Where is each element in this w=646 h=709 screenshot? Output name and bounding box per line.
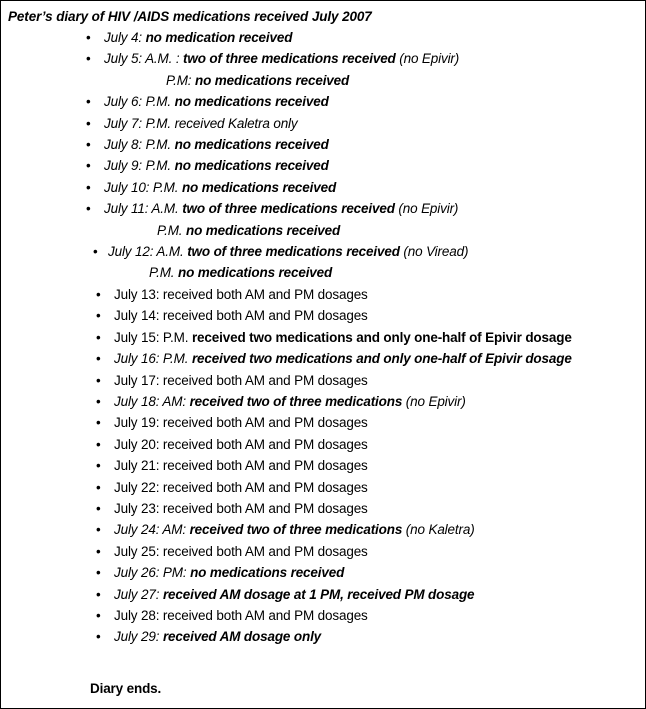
- entry-text-segment: (no Epivir): [394, 201, 459, 217]
- diary-entry: [8, 626, 641, 647]
- bullet-icon: [86, 27, 100, 48]
- entry-text-segment: received two medications and only one-half of Epivir dosage: [191, 351, 572, 367]
- entry-main-line: [114, 394, 466, 409]
- bullet-icon: [96, 284, 110, 305]
- diary-entry: [8, 412, 641, 433]
- diary-entry: [8, 241, 641, 284]
- entry-main-line: [114, 308, 368, 323]
- entry-text-segment: P.M:: [166, 72, 196, 88]
- entry-main-line: [104, 30, 292, 45]
- bullet-icon: [96, 391, 110, 412]
- entry-main-line: [114, 565, 344, 580]
- bullet-icon: [96, 584, 110, 605]
- diary-entry: [8, 198, 641, 241]
- bullet-icon: [96, 562, 110, 583]
- entry-text-segment: July 26: PM:: [114, 565, 191, 581]
- bullet-icon: [86, 198, 100, 219]
- page-title: Peter’s diary of HIV /AIDS medications received July 2007: [8, 9, 372, 24]
- entry-text-segment: July 13: received both AM and PM dosages: [114, 286, 368, 302]
- entry-main-line: [114, 437, 368, 452]
- bullet-icon: [86, 91, 100, 112]
- entry-text-segment: July 22: received both AM and PM dosages: [114, 479, 368, 495]
- entry-text-segment: received AM dosage at 1 PM, received PM dosage: [162, 586, 475, 602]
- bullet-icon: [96, 305, 110, 326]
- entry-text-segment: July 9: P.M.: [104, 158, 175, 174]
- entry-main-line: [104, 116, 298, 131]
- entry-sub-line: [104, 220, 641, 241]
- diary-entry: [8, 584, 641, 605]
- diary-entry: [8, 27, 641, 48]
- entry-sub-line: [104, 70, 641, 91]
- entry-main-line: [114, 330, 572, 345]
- diary-entry: [8, 305, 641, 326]
- entry-main-line: [114, 351, 572, 366]
- entry-main-line: [114, 587, 474, 602]
- entry-text-segment: P.M.: [149, 265, 179, 281]
- entry-text-segment: July 6: P.M.: [104, 94, 175, 110]
- entry-main-line: [114, 544, 368, 559]
- diary-entry: [8, 541, 641, 562]
- entry-main-line: [104, 51, 459, 66]
- bullet-icon: [96, 541, 110, 562]
- entry-text-segment: no medications received: [186, 222, 341, 238]
- entry-text-segment: July 5: A.M. :: [104, 51, 184, 67]
- bullet-icon: [96, 605, 110, 626]
- entry-text-segment: July 29:: [114, 629, 163, 645]
- entry-text-segment: no medications received: [174, 158, 329, 174]
- diary-entry: [8, 605, 641, 626]
- diary-entry: [8, 434, 641, 455]
- entry-text-segment: July 10: P.M.: [104, 179, 182, 195]
- entry-text-segment: (no Viread): [399, 244, 469, 260]
- entry-main-line: [114, 608, 368, 623]
- entry-text-segment: July 23: received both AM and PM dosages: [114, 500, 368, 516]
- diary-entry: [8, 519, 641, 540]
- entry-text-segment: no medications received: [174, 137, 329, 153]
- entry-main-line: [114, 458, 368, 473]
- entry-text-segment: July 25: received both AM and PM dosages: [114, 543, 368, 559]
- entry-text-segment: July 11: A.M.: [104, 201, 183, 217]
- diary-entry: [8, 91, 641, 112]
- entry-text-segment: two of three medications received: [183, 51, 396, 67]
- bullet-icon: [96, 412, 110, 433]
- diary-entry: [8, 177, 641, 198]
- entry-text-segment: (no Epivir): [395, 51, 460, 67]
- bullet-icon: [96, 477, 110, 498]
- entry-main-line: [114, 522, 475, 537]
- diary-entry: [8, 113, 641, 134]
- diary-entry: [8, 327, 641, 348]
- bullet-icon: [96, 498, 110, 519]
- bullet-icon: [86, 134, 100, 155]
- bullet-icon: [96, 370, 110, 391]
- entry-main-line: [104, 137, 329, 152]
- entry-main-line: [108, 244, 468, 259]
- entry-main-line: [114, 480, 368, 495]
- entry-text-segment: P.M.: [157, 222, 187, 238]
- entry-text-segment: received AM dosage only: [162, 629, 322, 645]
- bullet-icon: [96, 626, 110, 647]
- entry-text-segment: July 16: P.M.: [114, 351, 192, 367]
- entry-text-segment: (no Kaletra): [402, 522, 475, 538]
- entry-text-segment: no medications received: [178, 265, 333, 281]
- entry-text-segment: two of three medications received: [182, 201, 395, 217]
- diary-entry: [8, 155, 641, 176]
- entry-main-line: [114, 287, 368, 302]
- entry-main-line: [104, 201, 458, 216]
- bullet-icon: [86, 48, 100, 69]
- entry-text-segment: July 14: received both AM and PM dosages: [114, 308, 368, 324]
- entry-main-line: [114, 629, 321, 644]
- entry-text-segment: July 17: received both AM and PM dosages: [114, 372, 368, 388]
- bullet-icon: [86, 155, 100, 176]
- entry-text-segment: received two of three medications: [189, 393, 403, 409]
- entry-text-segment: July 19: received both AM and PM dosages: [114, 415, 368, 431]
- bullet-icon: [86, 177, 100, 198]
- bullet-icon: [96, 455, 110, 476]
- entry-text-segment: received two medications and only one-half of Epivir dosage: [191, 329, 572, 345]
- entry-text-segment: July 20: received both AM and PM dosages: [114, 436, 368, 452]
- diary-entry: [8, 391, 641, 412]
- entry-text-segment: no medications received: [195, 72, 350, 88]
- entry-main-line: [104, 180, 336, 195]
- entry-main-line: [104, 94, 329, 109]
- diary-entry: [8, 477, 641, 498]
- entry-text-segment: (no Epivir): [402, 393, 466, 409]
- diary-entry: [8, 498, 641, 519]
- entry-main-line: [104, 158, 329, 173]
- bullet-icon: [96, 327, 110, 348]
- entry-text-segment: July 12: A.M.: [108, 244, 188, 260]
- entry-text-segment: July 7: P.M. received Kaletra only: [104, 115, 298, 131]
- diary-ending-note: Diary ends.: [90, 680, 162, 696]
- entry-text-segment: July 18: AM:: [114, 393, 190, 409]
- bullet-icon: [96, 434, 110, 455]
- entry-main-line: [114, 501, 368, 516]
- entry-text-segment: July 8: P.M.: [104, 137, 175, 153]
- entry-text-segment: no medications received: [190, 565, 345, 581]
- entry-text-segment: no medication received: [145, 30, 293, 45]
- entry-text-segment: no medications received: [181, 179, 337, 195]
- bullet-icon: [96, 519, 110, 540]
- entry-text-segment: July 4:: [104, 30, 146, 45]
- entry-text-segment: received two of three medications: [189, 522, 403, 538]
- diary-entry: [8, 284, 641, 305]
- entry-text-segment: July 21: received both AM and PM dosages: [114, 458, 368, 474]
- bullet-icon: [86, 113, 100, 134]
- entry-text-segment: July 28: received both AM and PM dosages: [114, 607, 368, 623]
- bullet-icon: [96, 348, 110, 369]
- entry-text-segment: July 27:: [114, 586, 163, 602]
- entry-main-line: [114, 373, 368, 388]
- diary-entry: [8, 455, 641, 476]
- diary-entry: [8, 370, 641, 391]
- diary-entry: [8, 134, 641, 155]
- document-body: [1, 1, 645, 699]
- entry-main-line: [114, 415, 368, 430]
- diary-entry: [8, 562, 641, 583]
- diary-entry: [8, 348, 641, 369]
- diary-entry: [8, 48, 641, 91]
- entry-text-segment: July 24: AM:: [114, 522, 190, 538]
- entry-text-segment: July 15: P.M.: [114, 329, 192, 345]
- diary-entry-list: [8, 27, 641, 648]
- entry-text-segment: no medications received: [174, 94, 329, 110]
- bullet-icon: [93, 241, 107, 262]
- entry-text-segment: two of three medications received: [187, 244, 400, 260]
- entry-sub-line: [108, 262, 641, 283]
